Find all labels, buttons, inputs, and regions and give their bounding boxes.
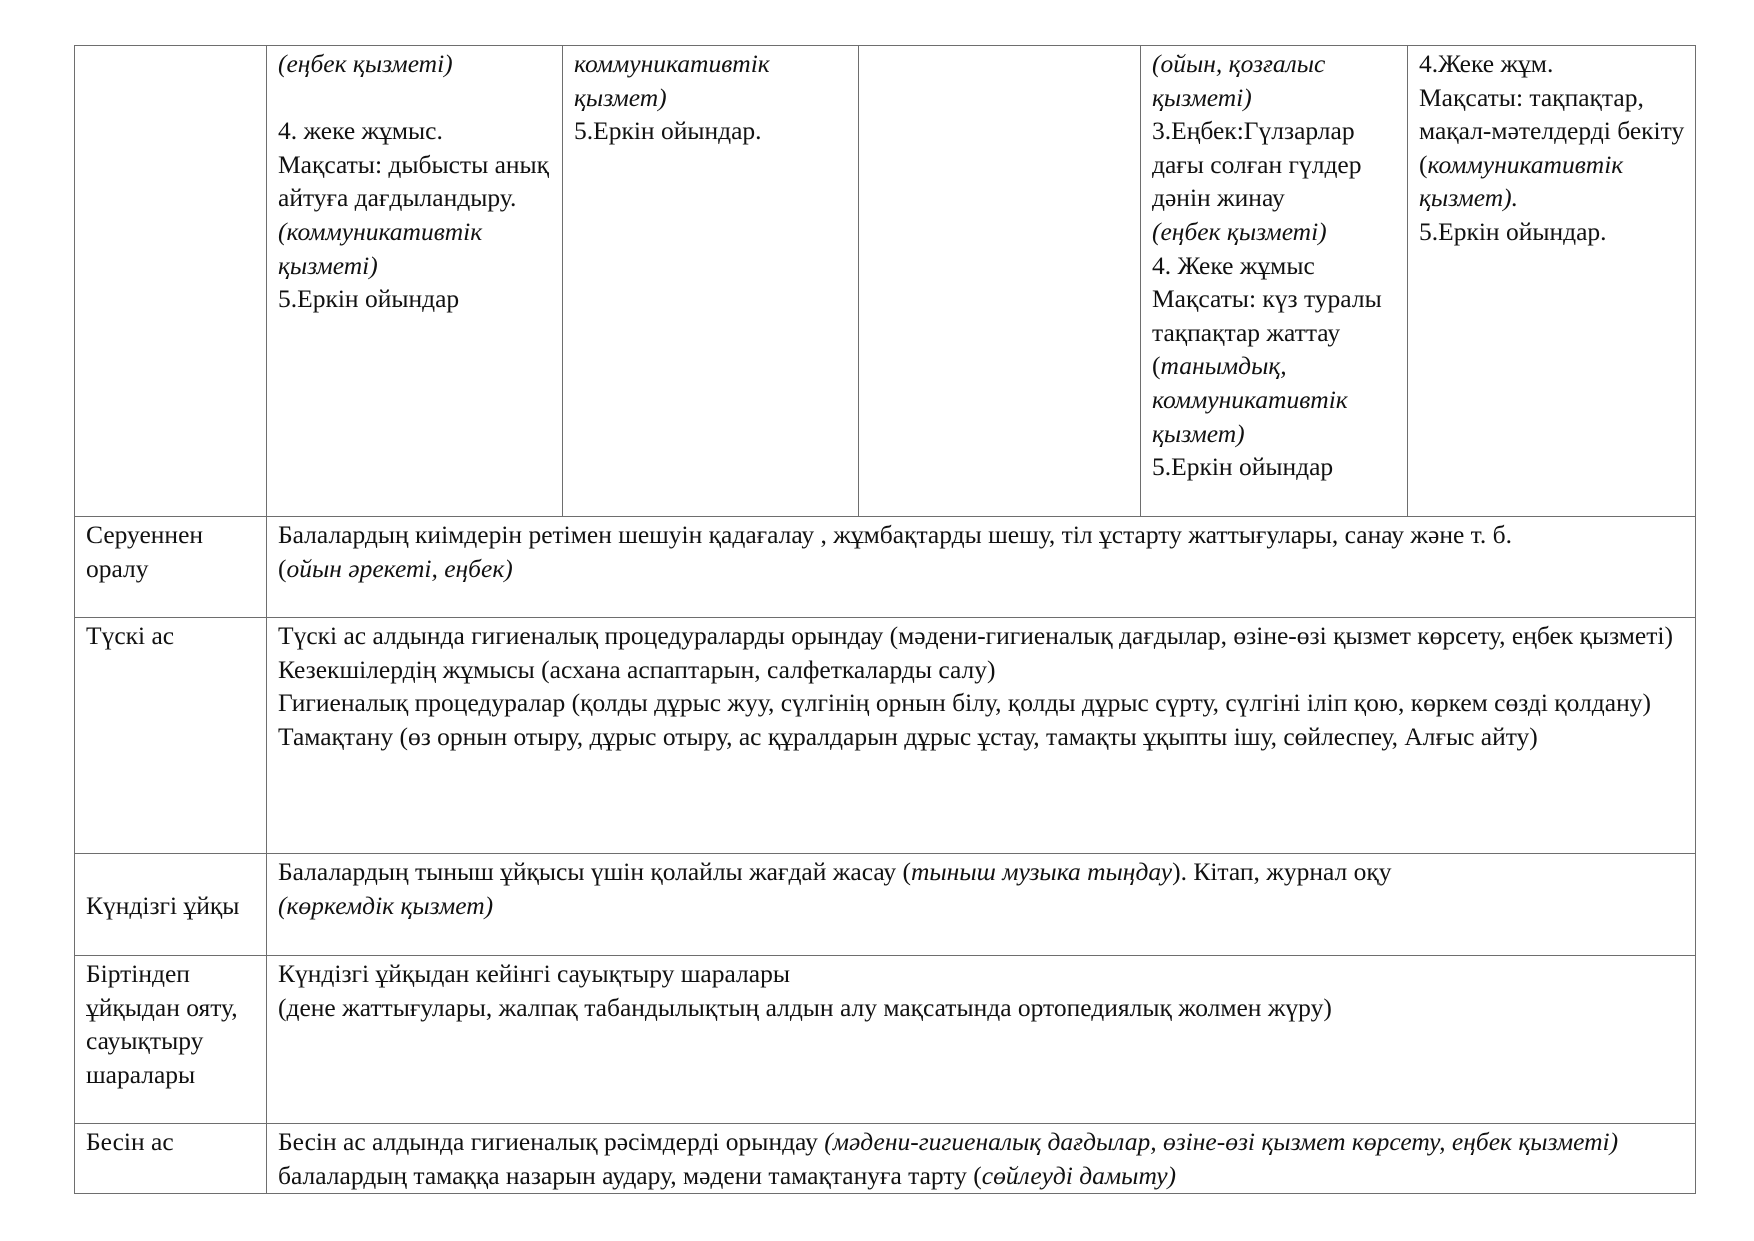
italic-note: (мәдени-гигиеналық дағдылар, өзіне-өзі қызмет көрсету, еңбек қызметі): [824, 1127, 1619, 1156]
blank-line: [86, 855, 258, 889]
italic-note: тыныш музыка тыңдау: [910, 857, 1173, 886]
cell-text: (дене жаттығулары, жалпақ табандылықтың алдын алу мақсатында ортопедиялық жолмен жүру): [278, 992, 1332, 1022]
row-label-cell: [75, 854, 267, 956]
table-row-wakeup: [75, 956, 1696, 1124]
cell-text: (еңбек қызметі): [1152, 216, 1327, 246]
table-row-nap: [75, 854, 1696, 956]
day-cell-3: [859, 46, 1141, 517]
text-run: Бесін ас алдында гигиеналық рәсімдерді орындау: [278, 1127, 825, 1156]
cell-text: Мақсаты: тақпақтар, мақал-мәтелдерді бекіту: [1419, 82, 1685, 146]
paren: (: [1152, 351, 1161, 381]
cell-text: 4.Жеке жұм.: [1419, 49, 1554, 78]
paren: (: [278, 553, 287, 583]
cell-text: Мақсаты: дыбысты анық айтуға дағдыландыру.: [278, 149, 550, 213]
italic-note: сөйлеуді дамыту): [981, 1160, 1177, 1190]
cell-text: 5.Еркін ойындар.: [1419, 216, 1607, 246]
row-label-empty: [75, 46, 267, 517]
cell-text: 4. Жеке жұмыс: [1152, 250, 1315, 280]
cell-text: 5.Еркін ойындар.: [574, 116, 762, 146]
daily-plan-table: [74, 45, 1696, 1194]
row-label: Біртіндеп ұйқыдан ояту, сауықтыру шаралары: [75, 956, 267, 1124]
paren: (: [1419, 149, 1428, 179]
day-cell-4: [1141, 46, 1408, 517]
table-row-snack: [75, 1124, 1696, 1194]
cell-text: (коммуникативтік қызметі): [278, 216, 483, 280]
cell-text: коммуникативтік қызмет): [574, 49, 770, 112]
row-label: Түскі ас: [75, 618, 267, 854]
row-content: [267, 854, 1696, 956]
cell-text: (еңбек қызметі): [278, 49, 453, 78]
cell-text: [1152, 349, 1399, 450]
cell-text: Мақсаты: күз туралы тақпақтар жаттау: [1152, 284, 1382, 347]
italic-note: (көркемдік қызмет): [278, 890, 494, 920]
day-cell-2: [563, 46, 859, 517]
blank-line: [278, 81, 554, 115]
cell-text: Гигиеналық процедуралар (қолды дұрыс жуу, сүлгінің орнын білу, қолды дұрыс сүрту, сүлгіні іліп қою, көркем сөзді қолдану): [278, 688, 1651, 718]
row-content: [267, 618, 1696, 854]
row-label: Серуеннен оралу: [75, 517, 267, 618]
cell-text: Тамақтану (өз орнын отыру, дұрыс отыру, ас құралдарын дұрыс ұстау, тамақты ұқыпты ішу, сөйлеспеу, Алғыс айту): [278, 721, 1538, 751]
cell-text: 3.Еңбек:Гүлзарлар дағы солған гүлдер дәнін жинау: [1152, 116, 1362, 213]
document-page: [74, 45, 1695, 1194]
day-cell-5: [1408, 46, 1696, 517]
text-run: балалардың тамаққа назарын аудару, мәдени тамақтануға тарту (: [278, 1160, 982, 1190]
cell-text: [1419, 148, 1687, 215]
table-row-lunch: [75, 618, 1696, 854]
italic-note: танымдық, коммуникативтік қызмет): [1152, 351, 1348, 448]
day-cell-1: [267, 46, 563, 517]
text-run: Балалардың тыныш ұйқысы үшін қолайлы жағдай жасау (: [278, 857, 911, 886]
italic-note: ойын әрекеті, еңбек): [286, 553, 513, 583]
italic-note: коммуникативтік қызмет).: [1419, 149, 1624, 213]
cell-text: [278, 552, 1687, 586]
row-content: [267, 956, 1696, 1124]
cell-text: Түскі ас алдында гигиеналық процедураларды орындау (мәдени-гигиеналық дағдылар, өзіне-өзі қызмет көрсету, еңбек қызметі): [278, 621, 1673, 650]
text-run: ). Кітап, журнал оқу: [1172, 857, 1392, 886]
cell-text: Күндізгі ұйқыдан кейінгі сауықтыру шаралары: [278, 959, 790, 988]
cell-text: 4. жеке жұмыс.: [278, 116, 443, 146]
table-row-activities: [75, 46, 1696, 517]
cell-text: 5.Еркін ойындар: [1152, 452, 1334, 482]
cell-text: 5.Еркін ойындар: [278, 284, 460, 314]
cell-text: Балалардың киімдерін ретімен шешуін қадағалау , жұмбақтарды шешу, тіл ұстарту жаттығулары, санау және т. б.: [278, 520, 1512, 549]
cell-text: [278, 855, 1687, 889]
row-content: [267, 517, 1696, 618]
row-label: Күндізгі ұйқы: [86, 890, 240, 920]
row-content: [267, 1124, 1696, 1194]
row-label: Бесін ас: [75, 1124, 267, 1194]
table-row-return-walk: [75, 517, 1696, 618]
cell-text: (ойын, қозғалыс қызметі): [1152, 49, 1326, 112]
cell-text: Кезекшілердің жұмысы (асхана аспаптарын, салфеткаларды салу): [278, 654, 996, 684]
